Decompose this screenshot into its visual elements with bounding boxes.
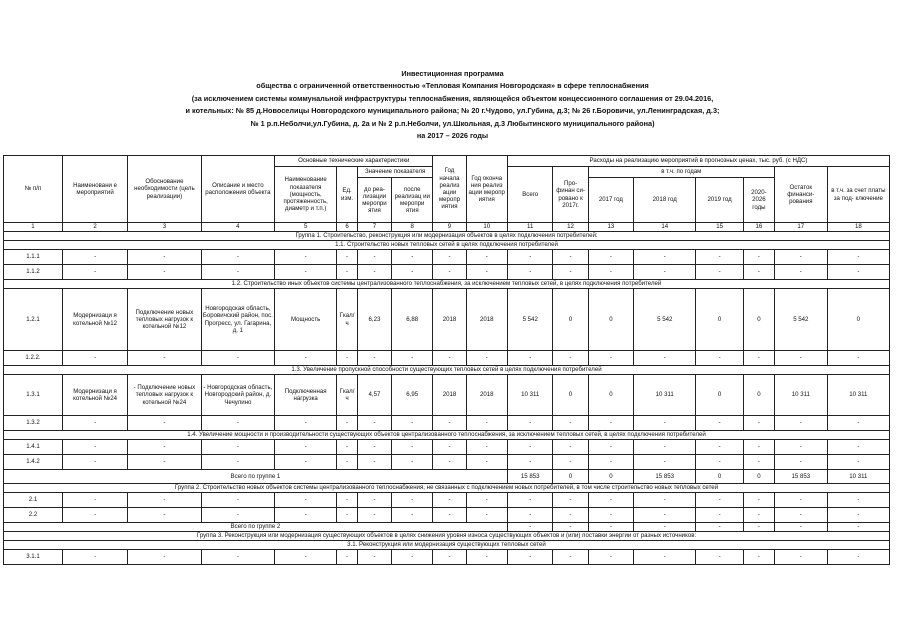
section-1-2-heading: 1.2. Строительство иных объектов системы централизованного теплоснабжения, за исключением тепловых сетей, в целях подключения потребителей [4, 280, 890, 289]
col-number: 10 [466, 223, 507, 232]
table-cell: - [507, 250, 553, 265]
table-row [4, 351, 890, 366]
cell-2017: 0 [588, 289, 634, 351]
cell-before: 6,23 [357, 289, 391, 351]
cell-total: 15 853 [507, 470, 553, 484]
row-number: 1.3.1 [4, 375, 63, 416]
row-number: 1.1.2 [4, 265, 63, 280]
table-row [4, 416, 890, 431]
col-number: 11 [507, 223, 553, 232]
header-connect: в т.ч. за счет платы за под- ключение [827, 167, 889, 223]
table-cell: - [774, 351, 827, 366]
cell-desc: Новгородская область, Боровичский район, пос. Прогресс, ул. Гагарина, д. 1 [201, 289, 274, 351]
table-cell: - [827, 508, 889, 523]
table-cell: - [201, 550, 274, 565]
row-number: 1.1.1 [4, 250, 63, 265]
cell-2019: 0 [696, 375, 744, 416]
table-cell: - [588, 508, 634, 523]
table-cell: - [743, 351, 774, 366]
section-row [4, 241, 890, 250]
table-cell: - [743, 265, 774, 280]
table-cell: - [357, 493, 391, 508]
table-cell: - [466, 493, 507, 508]
table-cell: - [392, 440, 433, 455]
table-cell: - [392, 550, 433, 565]
table-cell: - [774, 416, 827, 431]
table-cell: - [62, 508, 127, 523]
table-cell: - [507, 455, 553, 470]
table-cell: - [553, 265, 588, 280]
col-number: 14 [634, 223, 696, 232]
table-cell: - [128, 265, 201, 280]
header-before: до реа- лизации меропри ятия [357, 178, 391, 223]
table-cell: - [433, 440, 466, 455]
table-cell: - [553, 455, 588, 470]
table-cell: - [392, 508, 433, 523]
cell-remainder: 10 311 [774, 375, 827, 416]
table-cell: - [466, 508, 507, 523]
col-number: 9 [433, 223, 466, 232]
cell-financed: 0 [553, 289, 588, 351]
table-cell: - [634, 351, 696, 366]
table-cell: - [634, 250, 696, 265]
table-cell: - [201, 508, 274, 523]
header-2018: 2018 год [634, 178, 696, 223]
table-cell: - [337, 265, 358, 280]
table-cell: - [507, 523, 553, 532]
row-number: 1.4.2 [4, 455, 63, 470]
cell-desc: - Новгородская область, Новгородский район, д. Чечулино [201, 375, 274, 416]
table-cell: - [357, 416, 391, 431]
table-cell: - [507, 550, 553, 565]
table-cell: - [696, 351, 744, 366]
row-number: 1.4.1 [4, 440, 63, 455]
col-number: 7 [357, 223, 391, 232]
table-cell: - [827, 493, 889, 508]
cell-connect: 0 [827, 289, 889, 351]
col-number: 3 [128, 223, 201, 232]
section-row [4, 431, 890, 440]
table-cell: - [337, 416, 358, 431]
table-row [4, 375, 890, 416]
table-cell: - [275, 265, 337, 280]
table-cell: - [696, 416, 744, 431]
cell-total: 5 542 [507, 289, 553, 351]
table-cell: - [553, 550, 588, 565]
table-cell: - [275, 508, 337, 523]
table-cell: - [696, 265, 744, 280]
table-cell: - [128, 455, 201, 470]
cell-year-end: 2018 [466, 375, 507, 416]
col-number: 13 [588, 223, 634, 232]
table-cell: - [357, 440, 391, 455]
table-cell: - [337, 550, 358, 565]
table-cell: - [392, 250, 433, 265]
table-cell: - [466, 265, 507, 280]
section-1-3-heading: 1.3. Увеличение пропускной способности существующих тепловых сетей в целях подключения потребителей [4, 366, 890, 375]
table-cell: - [337, 455, 358, 470]
table-cell: - [357, 508, 391, 523]
table-cell: - [337, 493, 358, 508]
table-cell: - [634, 550, 696, 565]
table-cell: - [774, 508, 827, 523]
table-cell: - [634, 440, 696, 455]
section-3-1-heading: 3.1. Реконструкция или модернизация существующих тепловых сетей [4, 541, 890, 550]
title-line-4: и котельных: № 85 д.Новоселицы Новгородского муниципального района; № 20 г.Чудово, ул.Губина, д.3; № 26 г.Боровичи, ул.Ленинградская, д.3; [185, 106, 720, 116]
table-cell: - [696, 523, 744, 532]
table-cell: - [128, 550, 201, 565]
table-cell: - [696, 508, 744, 523]
table-cell: - [827, 351, 889, 366]
table-cell: - [774, 455, 827, 470]
table-cell: - [433, 493, 466, 508]
table-cell: - [827, 550, 889, 565]
table-cell: - [433, 416, 466, 431]
group-2-total-label: Всего по группе 2 [4, 523, 508, 532]
table-cell: - [696, 550, 744, 565]
table-cell: - [357, 250, 391, 265]
header-indicator: Наименование показателя (мощность, протяженность, диаметр и т.п.) [275, 167, 337, 223]
header-num: № п/п [4, 156, 63, 223]
table-cell: - [507, 493, 553, 508]
cell-year-start: 2018 [433, 375, 466, 416]
table-cell: - [588, 416, 634, 431]
table-cell: - [433, 265, 466, 280]
table-cell: - [357, 550, 391, 565]
section-row [4, 541, 890, 550]
header-2020-2026: 2020- 2026 годы [743, 178, 774, 223]
table-row [4, 250, 890, 265]
table-cell: - [743, 493, 774, 508]
title-line-3: (за исключением системы коммунальной инфраструктуры теплоснабжения, являющейся объектом концессионного соглашения от 29.04.2016, [191, 93, 714, 103]
table-cell: - [337, 508, 358, 523]
table-cell: - [433, 455, 466, 470]
table-cell: - [827, 523, 889, 532]
cell-total: 10 311 [507, 375, 553, 416]
table-cell: - [466, 440, 507, 455]
table-cell: - [696, 250, 744, 265]
table-cell: - [201, 493, 274, 508]
cell-2017: 0 [588, 375, 634, 416]
title-line-1: Инвестиционная программа [401, 69, 504, 78]
document-title [0, 68, 905, 142]
col-number: 18 [827, 223, 889, 232]
table-cell: - [743, 508, 774, 523]
table-cell: - [433, 250, 466, 265]
table-cell: - [696, 455, 744, 470]
table-cell: - [507, 351, 553, 366]
table-cell: - [507, 508, 553, 523]
col-number: 6 [337, 223, 358, 232]
table-cell: - [588, 250, 634, 265]
header-expenses-group: Расходы на реализацию мероприятий в прогнозных ценах, тыс. руб. (с НДС) [507, 156, 889, 167]
cell-after: 6,88 [392, 289, 433, 351]
section-row [4, 280, 890, 289]
table-cell: - [466, 250, 507, 265]
table-cell: - [743, 455, 774, 470]
group-2-total-row [4, 523, 890, 532]
col-number: 17 [774, 223, 827, 232]
investment-table [3, 155, 890, 565]
cell-name: Модернизаци я котельной №12 [62, 289, 127, 351]
table-cell: - [507, 265, 553, 280]
col-number: 4 [201, 223, 274, 232]
cell-financed: 0 [553, 375, 588, 416]
table-cell: - [774, 550, 827, 565]
row-number: 2.1 [4, 493, 63, 508]
row-number: 1.3.2 [4, 416, 63, 431]
table-cell: - [62, 416, 127, 431]
table-cell: - [466, 550, 507, 565]
header-total: Всего [507, 167, 553, 223]
cell-remainder: 15 853 [774, 470, 827, 484]
cell-2018: 15 853 [634, 470, 696, 484]
col-number: 15 [696, 223, 744, 232]
column-numbers-row [4, 223, 890, 232]
table-cell: - [128, 250, 201, 265]
header-basis: Обоснование необходимости (цель реализации) [128, 156, 201, 223]
cell-basis: Подключение новых тепловых нагрузок к котельной №12 [128, 289, 201, 351]
table-cell: - [743, 416, 774, 431]
table-cell: - [466, 455, 507, 470]
table-cell: - [466, 416, 507, 431]
table-cell: - [553, 416, 588, 431]
table-cell: - [634, 493, 696, 508]
table-row [4, 440, 890, 455]
col-number: 5 [275, 223, 337, 232]
group-1-heading: Группа 1. Строительство, реконструкция или модернизация объектов в целях подключения потребителей: [4, 232, 890, 241]
group-1-total-label: Всего по группе 1 [4, 470, 508, 484]
cell-connect: 10 311 [827, 470, 889, 484]
table-cell: - [275, 440, 337, 455]
table-cell: - [507, 416, 553, 431]
table-cell: - [337, 440, 358, 455]
table-row [4, 289, 890, 351]
table-cell: - [827, 440, 889, 455]
header-year-start: Год начала реализ ации меропр иятия [433, 156, 466, 223]
table-cell: - [201, 351, 274, 366]
header-tech-group: Основные технические характеристики [275, 156, 433, 167]
cell-indicator: Мощность [275, 289, 337, 351]
table-row [4, 550, 890, 565]
col-number: 8 [392, 223, 433, 232]
table-cell: - [588, 550, 634, 565]
table-cell: - [275, 416, 337, 431]
section-1-1-heading: 1.1. Строительство новых тепловых сетей в целях подключения потребителей [4, 241, 890, 250]
table-cell: - [743, 440, 774, 455]
col-number: 1 [4, 223, 63, 232]
table-cell: - [62, 265, 127, 280]
table-row [4, 493, 890, 508]
row-number: 2.2 [4, 508, 63, 523]
table-cell: - [774, 250, 827, 265]
table-cell: - [774, 523, 827, 532]
table-cell: - [62, 250, 127, 265]
table-cell: - [553, 523, 588, 532]
header-2017: 2017 год [588, 178, 634, 223]
table-cell: - [201, 250, 274, 265]
cell-2020-2026: 0 [743, 470, 774, 484]
table-row [4, 455, 890, 470]
cell-connect: 10 311 [827, 375, 889, 416]
col-number: 16 [743, 223, 774, 232]
table-cell: - [507, 440, 553, 455]
table-cell: - [634, 416, 696, 431]
header-row-1 [4, 156, 890, 167]
table-cell: - [553, 351, 588, 366]
table-cell: - [128, 351, 201, 366]
table-cell: - [433, 550, 466, 565]
table-cell: - [128, 440, 201, 455]
cell-after: 6,95 [392, 375, 433, 416]
header-by-years: в т.ч. по годам [588, 167, 774, 178]
table-cell: - [62, 493, 127, 508]
cell-2018: 5 542 [634, 289, 696, 351]
cell-year-end: 2018 [466, 289, 507, 351]
table-cell: - [634, 508, 696, 523]
table-cell: - [201, 416, 274, 431]
table-cell: - [634, 523, 696, 532]
table-cell: - [433, 508, 466, 523]
cell-2020-2026: 0 [743, 375, 774, 416]
table-cell: - [696, 493, 744, 508]
header-financed: Про- финан си- ровано к 2017г. [553, 167, 588, 223]
header-desc: Описание и место расположения объекта [201, 156, 274, 223]
table-cell: - [588, 440, 634, 455]
table-cell: - [62, 550, 127, 565]
title-line-2: общества с ограниченной ответственностью «Тепловая Компания Новгородская» в сфере теплоснабжения [256, 81, 649, 91]
table-cell: - [392, 455, 433, 470]
table-cell: - [392, 265, 433, 280]
cell-2020-2026: 0 [743, 289, 774, 351]
cell-2017: 0 [588, 470, 634, 484]
table-cell: - [553, 508, 588, 523]
cell-financed: 0 [553, 470, 588, 484]
cell-2019: 0 [696, 470, 744, 484]
cell-year-start: 2018 [433, 289, 466, 351]
table-cell: - [588, 493, 634, 508]
table-cell: - [827, 416, 889, 431]
table-cell: - [743, 523, 774, 532]
table-cell: - [827, 455, 889, 470]
table-cell: - [553, 440, 588, 455]
table-cell: - [553, 250, 588, 265]
table-cell: - [62, 440, 127, 455]
table-cell: - [275, 493, 337, 508]
cell-2019: 0 [696, 289, 744, 351]
title-line-6: на 2017 – 2026 годы [416, 131, 489, 141]
cell-indicator: Подключенная нагрузка [275, 375, 337, 416]
header-2019: 2019 год [696, 178, 744, 223]
cell-name: Модернизаци я котельной №24 [62, 375, 127, 416]
table-cell: - [357, 265, 391, 280]
group-1-total-row [4, 470, 890, 484]
table-cell: - [634, 265, 696, 280]
cell-before: 4,57 [357, 375, 391, 416]
header-value-group: Значение показателя [357, 167, 433, 178]
table-cell: - [743, 550, 774, 565]
row-number: 1.2.2. [4, 351, 63, 366]
cell-2018: 10 311 [634, 375, 696, 416]
table-cell: - [588, 265, 634, 280]
table-cell: - [62, 351, 127, 366]
row-number: 1.2.1 [4, 289, 63, 351]
table-cell: - [337, 351, 358, 366]
header-name: Наименовани е мероприятий [62, 156, 127, 223]
table-cell: - [392, 351, 433, 366]
table-cell: - [743, 250, 774, 265]
cell-unit: Гкал/ ч [337, 375, 358, 416]
table-cell: - [588, 455, 634, 470]
table-cell: - [62, 455, 127, 470]
title-line-5: № 1 р.п.Неболчи,ул.Губина, д. 2а и № 2 р.п.Неболчи, ул.Школьная, д.3 Любытинского муниципального района) [250, 118, 655, 128]
col-number: 12 [553, 223, 588, 232]
table-cell: - [357, 455, 391, 470]
table-cell: - [433, 351, 466, 366]
table-cell: - [357, 351, 391, 366]
table-cell: - [275, 455, 337, 470]
section-row [4, 366, 890, 375]
table-cell: - [774, 493, 827, 508]
table-cell: - [774, 265, 827, 280]
table-row [4, 508, 890, 523]
table-cell: - [275, 351, 337, 366]
col-number: 2 [62, 223, 127, 232]
table-cell: - [553, 493, 588, 508]
table-cell: - [696, 440, 744, 455]
section-row [4, 484, 890, 493]
table-cell: - [466, 351, 507, 366]
header-unit: Ед. изм. [337, 167, 358, 223]
table-cell: - [392, 416, 433, 431]
section-1-4-heading: 1.4. Увеличение мощности и производительности существующих объектов централизованного теплоснабжения, за исключением тепловых сетей, в целях подключения потребителей [4, 431, 890, 440]
cell-basis: - Подключение новых тепловых нагрузок к котельной №24 [128, 375, 201, 416]
table-row [4, 265, 890, 280]
table-cell: - [201, 265, 274, 280]
header-remainder: Остаток финанси- рования [774, 167, 827, 223]
table-cell: - [201, 440, 274, 455]
table-cell: - [128, 508, 201, 523]
cell-unit: Гкал/ ч [337, 289, 358, 351]
section-row [4, 532, 890, 541]
table-cell: - [275, 250, 337, 265]
group-2-heading: Группа 2. Строительство новых объектов системы централизованного теплоснабжения, не связанных с подключением новых потребителей, в том числе строительство новых тепловых сетей [4, 484, 890, 493]
table-cell: - [201, 455, 274, 470]
table-cell: - [827, 250, 889, 265]
table-cell: - [275, 550, 337, 565]
table-cell: - [128, 416, 201, 431]
table-cell: - [634, 455, 696, 470]
table-cell: - [128, 493, 201, 508]
header-year-end: Год оконча ния реализ ации меропр иятия [466, 156, 507, 223]
table-cell: - [774, 440, 827, 455]
cell-remainder: 5 542 [774, 289, 827, 351]
header-after: после реализац ии меропри ятия [392, 178, 433, 223]
group-3-heading: Группа 3. Реконструкция или модернизация существующих объектов в целях снижения уровня износа существующих объектов и (или) поставки энергии от разных источников: [4, 532, 890, 541]
row-number: 3.1.1 [4, 550, 63, 565]
table-cell: - [337, 250, 358, 265]
table-cell: - [827, 265, 889, 280]
table-cell: - [588, 351, 634, 366]
section-row [4, 232, 890, 241]
table-cell: - [392, 493, 433, 508]
table-cell: - [588, 523, 634, 532]
